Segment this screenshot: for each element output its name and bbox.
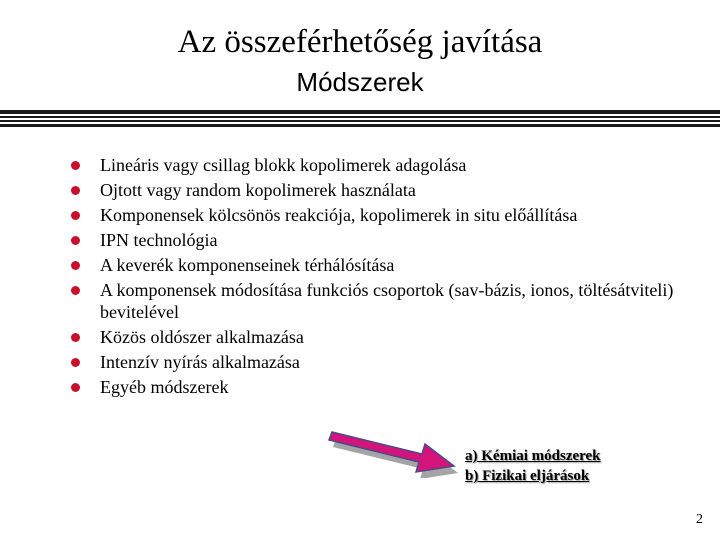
title-divider-lines	[0, 110, 720, 128]
list-item: A keverék komponenseinek térhálósítása	[70, 254, 690, 276]
method-bullet-list	[70, 154, 690, 401]
list-item: Ojtott vagy random kopolimerek használata	[70, 179, 690, 201]
list-item: Közös oldószer alkalmazása	[70, 326, 690, 348]
list-item: Komponensek kölcsönös reakciója, kopolimerek in situ előállítása	[70, 204, 690, 226]
method-types	[465, 446, 601, 486]
list-item: IPN technológia	[70, 229, 690, 251]
list-item: A komponensek módosítása funkciós csoportok (sav-bázis, ionos, töltésátviteli) bevitelével	[70, 279, 690, 323]
list-item: Intenzív nyírás alkalmazása	[70, 351, 690, 373]
page-number: 2	[696, 512, 703, 527]
slide-subtitle: Módszerek	[296, 67, 424, 97]
physical-methods-label: b) Fizikai eljárások	[465, 468, 590, 484]
chemical-methods-label: a) Kémiai módszerek	[465, 448, 601, 464]
list-item: Egyéb módszerek	[70, 376, 690, 398]
arrow-right-icon	[326, 420, 460, 478]
list-item: Lineáris vagy csillag blokk kopolimerek adagolása	[70, 154, 690, 176]
slide-title: Az összeférhetőség javítása	[177, 24, 543, 60]
